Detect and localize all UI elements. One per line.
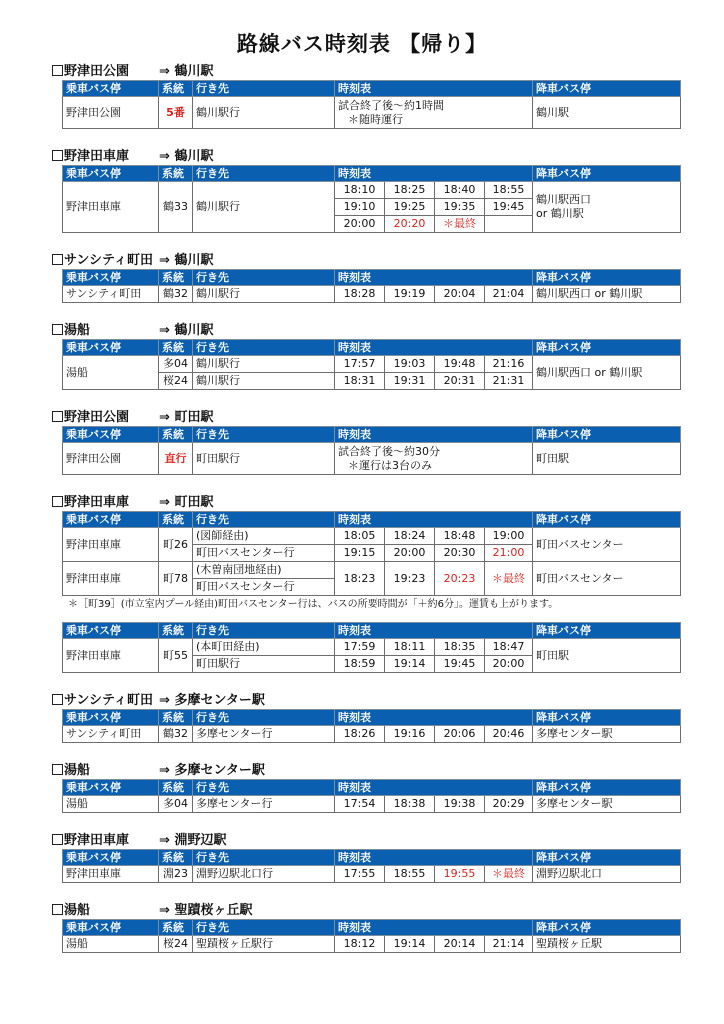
table-header-row: 乗車バス停 系統 行き先 時刻表 降車バス停 <box>63 340 681 356</box>
col-header-stop: 乗車バス停 <box>63 81 159 97</box>
table-row: 町田バスセンター行 19:15 20:00 20:30 21:00 <box>63 545 681 562</box>
section-from: 野津田公園 <box>64 64 130 79</box>
checkbox-square <box>52 764 63 775</box>
timetable-page <box>52 64 682 953</box>
section-nozuta-park-machida <box>52 410 682 475</box>
table-row: 野津田車庫 鶴33 鶴川駅行 18:10 18:25 18:40 18:55 鶴川駅西口 or 鶴川駅 <box>63 182 681 199</box>
col-header-times: 時刻表 <box>335 81 533 97</box>
section-heading: 湯船 ⇒ 鶴川駅 <box>52 323 682 339</box>
section-to: ⇒ 鶴川駅 <box>159 64 214 79</box>
table-header-row: 乗車バス停 系統 行き先 時刻表 降車バス停 <box>63 850 681 866</box>
section-yubune-tsurukawa <box>52 323 682 390</box>
section-heading: 野津田公園 ⇒ 町田駅 <box>52 410 682 426</box>
table-row: 湯船 桜24 聖蹟桜ヶ丘駅行 18:12 19:14 20:14 21:14 聖蹟桜ヶ丘駅 <box>63 936 681 953</box>
table-row: 湯船 多04 多摩センター行 17:54 18:38 19:38 20:29 多摩センター駅 <box>63 796 681 813</box>
alight-cell: 鶴川駅西口 or 鶴川駅 <box>533 182 681 233</box>
checkbox-square <box>52 411 63 422</box>
alight-cell: 鶴川駅 <box>533 97 681 129</box>
table-header-row: 乗車バス停 系統 行き先 時刻表 降車バス停 <box>63 780 681 796</box>
checkbox-square <box>52 254 63 265</box>
table-header-row: 乗車バス停 系統 行き先 時刻表 降車バス停 <box>63 920 681 936</box>
table-row: 桜24 鶴川駅行 18:31 19:31 20:31 21:31 <box>63 373 681 390</box>
table-header-row: 乗車バス停 系統 行き先 時刻表 降車バス停 <box>63 710 681 726</box>
timetable <box>62 339 681 390</box>
timetable <box>62 165 681 233</box>
timetable <box>62 511 681 596</box>
table-row: サンシティ町田 鶴32 鶴川駅行 18:28 19:19 20:04 21:04 鶴川駅西口 or 鶴川駅 <box>63 286 681 303</box>
section-heading <box>52 64 682 80</box>
table-row: 湯船 多04 鶴川駅行 17:57 19:03 19:48 21:16 鶴川駅西口 or 鶴川駅 <box>63 356 681 373</box>
section-heading <box>52 149 682 165</box>
section-heading: サンシティ町田 ⇒ 鶴川駅 <box>52 253 682 269</box>
section-to: ⇒ 鶴川駅 <box>159 149 214 164</box>
checkbox-square <box>52 834 63 845</box>
table-row: 野津田公園 直行 町田駅行 試合終了後～約30分 ＊運行は3台のみ 町田駅 <box>63 443 681 475</box>
timetable <box>62 622 681 673</box>
footnote: ＊［町39］(市立室内プール経由)町田バスセンター行は、バスの所要時間が「＋約6分」。運賃も上がります。 <box>68 599 559 610</box>
table-row: 町田駅行 18:59 19:14 19:45 20:00 <box>63 656 681 673</box>
table-row: 19:10 19:25 19:35 19:45 <box>63 199 681 216</box>
timetable <box>62 269 681 303</box>
table-header-row: 乗車バス停 系統 行き先 時刻表 降車バス停 <box>63 427 681 443</box>
route-cell: 5番 <box>159 97 193 129</box>
section-heading: 野津田車庫 ⇒ 淵野辺駅 <box>52 833 682 849</box>
checkbox-square <box>52 694 63 705</box>
col-header-alight: 降車バス停 <box>533 81 681 97</box>
checkbox-square <box>52 496 63 507</box>
table-row <box>63 97 681 129</box>
timetable <box>62 80 681 129</box>
section-nozuta-depot-tsurukawa <box>52 149 682 233</box>
table-row: 野津田車庫 町55 (本町田経由) 17:59 18:11 18:35 18:47 町田駅 <box>63 639 681 656</box>
checkbox-square <box>52 324 63 335</box>
timetable <box>62 849 681 883</box>
checkbox-square <box>52 65 63 76</box>
col-header-route: 系統 <box>159 81 193 97</box>
section-nozuta-depot-machida <box>52 495 682 673</box>
table-row: 野津田車庫 淵23 淵野辺駅北口行 17:55 18:55 19:55 ＊最終 淵野辺駅北口 <box>63 866 681 883</box>
section-from: 野津田車庫 <box>64 149 130 164</box>
checkbox-square <box>52 904 63 915</box>
table-header-row: 乗車バス停 系統 行き先 時刻表 降車バス停 <box>63 270 681 286</box>
section-suncity-tama-center <box>52 693 682 743</box>
table-row: 町田バスセンター行 <box>63 579 681 596</box>
checkbox-square <box>52 150 63 161</box>
table-row: 野津田車庫 町78 (木曽南団地経由) 18:23 19:23 20:23 ＊最終 町田バスセンター <box>63 562 681 579</box>
section-heading: 野津田車庫 ⇒ 町田駅 <box>52 495 682 511</box>
section-heading: サンシティ町田 ⇒ 多摩センター駅 <box>52 693 682 709</box>
timetable <box>62 426 681 475</box>
section-nozuta-park-tsurukawa <box>52 64 682 129</box>
page-title: 路線バス時刻表 【帰り】 <box>236 32 488 56</box>
section-suncity-tsurukawa <box>52 253 682 303</box>
timetable <box>62 779 681 813</box>
section-nozuta-depot-fuchinobe <box>52 833 682 883</box>
timetable <box>62 709 681 743</box>
section-yubune-tama-center <box>52 763 682 813</box>
table-row: 野津田車庫 町26 (図師経由) 18:05 18:24 18:48 19:00 町田バスセンター <box>63 528 681 545</box>
timetable <box>62 919 681 953</box>
table-header-row: 乗車バス停 系統 行き先 時刻表 降車バス停 <box>63 166 681 182</box>
time-note-cell: 試合終了後～約1時間 ＊随時運行 <box>335 97 533 129</box>
col-header-dest: 行き先 <box>193 81 335 97</box>
section-yubune-seiseki <box>52 903 682 953</box>
section-heading: 湯船 ⇒ 聖蹟桜ヶ丘駅 <box>52 903 682 919</box>
stop-cell: 野津田公園 <box>63 97 159 129</box>
table-header-row: 乗車バス停 系統 行き先 時刻表 降車バス停 <box>63 623 681 639</box>
table-row: サンシティ町田 鶴32 多摩センター行 18:26 19:16 20:06 20:46 多摩センター駅 <box>63 726 681 743</box>
dest-cell: 鶴川駅行 <box>193 97 335 129</box>
table-row: 20:00 20:20 ＊最終 <box>63 216 681 233</box>
table-header-row <box>63 81 681 97</box>
section-heading: 湯船 ⇒ 多摩センター駅 <box>52 763 682 779</box>
table-header-row: 乗車バス停 系統 行き先 時刻表 降車バス停 <box>63 512 681 528</box>
